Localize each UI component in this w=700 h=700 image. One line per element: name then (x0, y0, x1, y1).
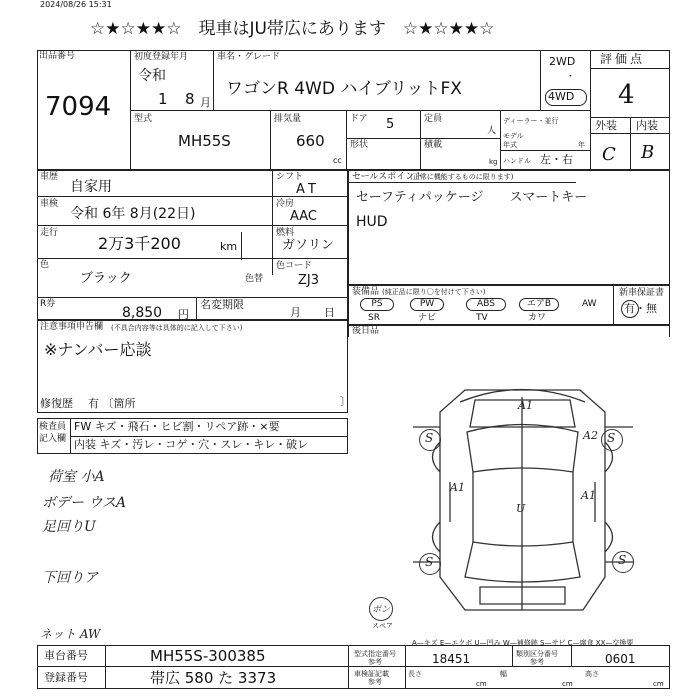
car-name-label: 車名・グレード (217, 52, 281, 62)
equip-navi: ナビ (418, 313, 437, 323)
inspector-label1: 検査員 (39, 422, 67, 432)
equip-tv: TV (476, 313, 488, 323)
displacement-value: 660 (296, 132, 325, 150)
load-unit: kg (489, 158, 498, 166)
notes-section (37, 320, 348, 413)
first-reg-month-unit: 月 (200, 96, 211, 109)
sales-point-sub: (正常に機能するものに限ります) (410, 173, 514, 181)
exterior-grade: C (602, 144, 616, 165)
diagram-mark-1: A1 (518, 399, 533, 412)
rear-items-section (348, 325, 670, 337)
history-value: 自家用 (70, 179, 112, 195)
equipment-label: 装備品 (352, 287, 380, 297)
warranty-value: 有・無 (624, 302, 657, 315)
fuel-value: ガソリン (282, 238, 335, 253)
shift-label: シフト (276, 172, 304, 182)
notes-label: 注意事項申告欄 (40, 322, 104, 332)
color-label: 色 (40, 260, 50, 270)
recycle-unit: 円 (178, 308, 189, 321)
handwritten-note-2: ボデー ウスA (42, 495, 127, 511)
color-value: ブラック (80, 271, 132, 286)
diagram-mark-4: U (516, 502, 526, 515)
handwritten-note-4: 下回りア (42, 570, 98, 586)
dims-length-unit: cm (476, 680, 487, 688)
dims-width-unit: cm (562, 680, 573, 688)
mileage-value: 2万3千200 (98, 234, 181, 253)
drive-2wd: 2WD (549, 55, 576, 68)
type-spec-value: 18451 (432, 652, 471, 666)
ac-value: AAC (290, 209, 317, 224)
equipment-sub: (純正品に限り〇を付けて下さい) (382, 288, 486, 296)
sales-point-line2: HUD (356, 214, 388, 230)
diagram-circle-label-3: S (425, 555, 434, 569)
diagram-circle-label-4: S (618, 553, 627, 567)
evaluation-label: 評価点 (600, 52, 646, 66)
damage-legend: A—キズ E—エクボ U—凹み W—補修跡 S—サビ C—腐食 XX—交換要 (412, 639, 634, 647)
shape-label: 形状 (350, 140, 369, 150)
car-name-value: ワゴンR 4WD ハイブリットFX (226, 79, 462, 99)
color-code-label: 色コード (276, 261, 313, 271)
model-value: MH55S (178, 132, 231, 150)
chassis-value: MH55S-300385 (150, 647, 266, 665)
timestamp: 2024/08/26 15:31 (40, 0, 112, 9)
dims-width: 幅 (500, 670, 507, 678)
inspector-label2: 記入欄 (39, 434, 67, 444)
model-year-unit: 年 (578, 141, 585, 149)
sales-point-line1: セーフティパッケージ スマートキー (356, 190, 588, 205)
inspector-row1: FW キズ・飛石・ヒビ割・リペア跡・×要 (74, 420, 280, 433)
exhibit-number: 7094 (45, 92, 112, 122)
model-year-label1: モデル (503, 132, 524, 140)
type-spec-label1: 型式指定番号 (354, 650, 396, 658)
displacement-label: 排気量 (274, 114, 302, 124)
equip-airbag: エアB (519, 298, 559, 311)
dims-height-unit: cm (653, 680, 664, 688)
recycle-value: 8,850 (122, 305, 163, 321)
exhibit-label: 出品番号 (39, 51, 76, 61)
name-change-day: 日 (324, 306, 335, 319)
chassis-label: 車台番号 (44, 649, 88, 662)
handle-label: ハンドル (503, 157, 531, 165)
drive-dot: ・ (566, 72, 576, 82)
doors-value: 5 (386, 117, 395, 132)
first-reg-year: 1 (158, 90, 168, 108)
mileage-label: 走行 (40, 228, 59, 238)
diagram-mark-5: A1 (581, 489, 596, 502)
repair-close: 〕 (340, 395, 351, 408)
handwritten-note-3: 足回りU (42, 519, 96, 535)
inspector-row2: 内装 キズ・汚レ・コゲ・穴・スレ・キレ・破レ (74, 438, 309, 451)
first-reg-era: 令和 (138, 68, 166, 84)
equip-sr: SR (368, 313, 380, 323)
inspection-value: 令和 6年 8月(22日) (70, 206, 196, 222)
dims-label2: 参考 (368, 678, 382, 686)
first-reg-month: 8 (185, 90, 195, 108)
dealer-label: ディーラー・並行 (503, 117, 559, 125)
reg-value: 帯広 580 た 3373 (150, 669, 277, 687)
capacity-unit: 人 (487, 126, 497, 136)
diagram-circle-label-1: S (425, 431, 434, 445)
reg-label: 登録番号 (44, 671, 88, 684)
first-reg-label: 初度登録年月 (134, 52, 189, 62)
notes-sub: (不具合内容等は具体的に記入して下さい) (111, 324, 243, 332)
evaluation-score: 4 (618, 80, 635, 110)
dims-length: 長さ (408, 670, 422, 678)
warranty-label: 新車保証書 (619, 288, 665, 298)
class-value: 0601 (605, 652, 636, 666)
type-spec-label2: 参考 (368, 658, 382, 666)
exterior-label: 外装 (595, 119, 617, 132)
sales-point-section (348, 170, 670, 285)
repair-label: 修復歴 (40, 397, 73, 410)
diagram-mark-3: A1 (450, 481, 465, 494)
diagram-circle-label-2: S (607, 431, 616, 445)
spare-mark: ポン (372, 605, 391, 615)
class-label2: 参考 (530, 658, 544, 666)
handle-value: 左・右 (540, 153, 573, 166)
repair-value: 有 〔箇所 (88, 397, 136, 410)
equip-leather: カワ (528, 313, 547, 323)
handwritten-note-5: ネット AW (40, 627, 101, 641)
rear-items-label: 後日品 (352, 326, 380, 336)
inspection-label: 車検 (40, 199, 59, 209)
notes-text: ※ナンバー応談 (44, 340, 152, 359)
color-change-label: 色替 (245, 274, 264, 284)
interior-label: 内装 (636, 119, 658, 132)
name-change-label: 名変期限 (200, 298, 244, 311)
equip-aw: AW (582, 299, 597, 309)
history-label: 車歴 (40, 172, 59, 182)
class-label1: 類別区分番号 (516, 650, 558, 658)
equip-ps: PS (360, 298, 394, 311)
capacity-label: 定員 (424, 114, 443, 124)
displacement-unit: cc (333, 156, 342, 165)
interior-grade: B (641, 142, 655, 163)
shift-value: AT (296, 182, 320, 197)
diagram-mark-2: A2 (583, 429, 598, 442)
handwritten-note-1: 荷室 小A (48, 469, 105, 485)
doors-label: ドア (350, 114, 368, 124)
dims-height: 高さ (585, 670, 599, 678)
model-year-label2: 年式 (503, 141, 517, 149)
name-change-month: 月 (290, 306, 301, 319)
mileage-unit: km (220, 240, 238, 253)
spare-label: スペア (372, 622, 393, 630)
load-label: 積載 (424, 140, 443, 150)
model-label: 型式 (134, 114, 153, 124)
sales-point-label: セールスポイント (352, 172, 424, 182)
equip-abs: ABS (466, 298, 506, 311)
recycle-label: R券 (40, 299, 56, 309)
drive-4wd: 4WD (548, 90, 575, 103)
color-code-value: ZJ3 (298, 273, 320, 288)
fuel-label: 燃料 (276, 228, 295, 238)
equip-pw: PW (410, 298, 444, 311)
dims-label1: 車検証記載 (354, 670, 389, 678)
ac-label: 冷房 (276, 199, 295, 209)
banner: ☆★☆★★☆ 現車はJU帯広にあります ☆★☆★★☆ (90, 19, 495, 39)
